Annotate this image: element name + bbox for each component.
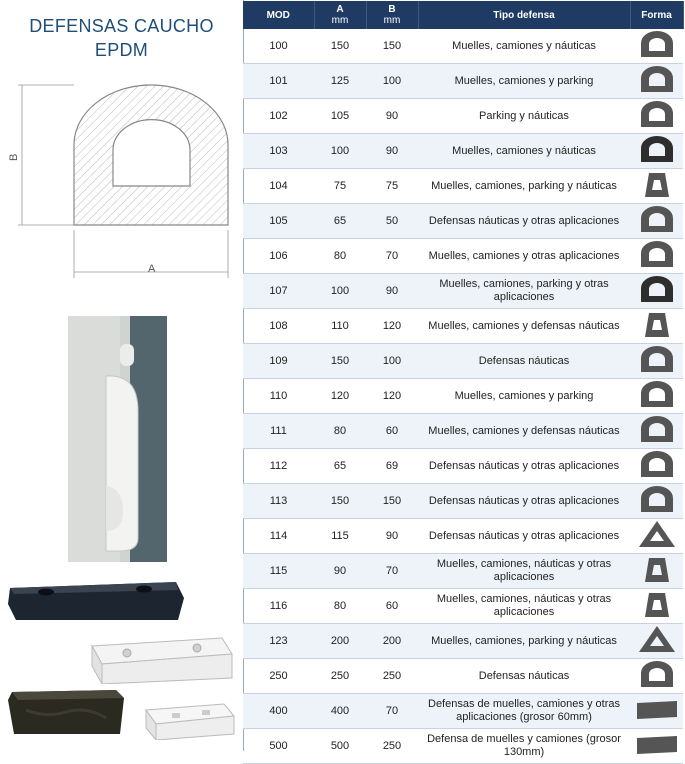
table-row (243, 204, 683, 239)
table-row (243, 344, 683, 379)
cell-tipo: Muelles, camiones, parking y náuticas (418, 169, 630, 204)
cell-tipo: Defensas náuticas y otras aplicaciones (418, 519, 630, 554)
cell-forma (630, 274, 683, 309)
cell-tipo: Muelles, camiones, náuticas y otras aplicaciones (418, 589, 630, 624)
block-icon (635, 694, 679, 724)
cell-tipo: Defensas náuticas y otras aplicaciones (418, 484, 630, 519)
table-row (243, 519, 683, 554)
profile-drawing (8, 80, 238, 280)
cell-tipo: Muelles, camiones y defensas náuticas (418, 309, 630, 344)
table-row (243, 484, 683, 519)
cell-tipo: Muelles, camiones y defensas náuticas (418, 414, 630, 449)
cell-mod: 102 (243, 99, 314, 134)
cell-a: 80 (314, 589, 366, 624)
cell-tipo: Muelles, camiones, náuticas y otras aplicaciones (418, 554, 630, 589)
large-block-fender-drawing (140, 700, 238, 740)
cell-a: 65 (314, 204, 366, 239)
cell-mod: 106 (243, 239, 314, 274)
trapezoid-icon (635, 169, 679, 199)
cell-forma (630, 624, 683, 659)
d-shape-icon (635, 484, 679, 514)
d-shape-icon (635, 64, 679, 94)
cell-mod: 107 (243, 274, 314, 309)
cell-forma (630, 449, 683, 484)
table-row (243, 29, 683, 64)
cell-mod: 250 (243, 659, 314, 694)
d-shape-icon (635, 204, 679, 234)
page-title (0, 14, 243, 62)
block-icon (635, 729, 679, 759)
table-row (243, 694, 683, 729)
cell-mod: 400 (243, 694, 314, 729)
cell-b: 100 (366, 64, 418, 99)
header-tipo: Tipo defensa (418, 1, 630, 29)
cell-b: 60 (366, 414, 418, 449)
table-row (243, 589, 683, 624)
d-shape-icon (635, 274, 679, 304)
cell-mod: 101 (243, 64, 314, 99)
label-a: A (148, 263, 156, 275)
cell-forma (630, 204, 683, 239)
cell-tipo: Defensas de muelles, camiones y otras aplicaciones (grosor 60mm) (418, 694, 630, 729)
table-row (243, 239, 683, 274)
d-shape-icon (635, 134, 679, 164)
cell-a: 120 (314, 379, 366, 414)
cell-a: 125 (314, 64, 366, 99)
cell-b: 69 (366, 449, 418, 484)
header-forma: Forma (630, 1, 683, 29)
cell-tipo: Muelles, camiones y parking (418, 379, 630, 414)
table-row (243, 64, 683, 99)
d-shape-icon (635, 379, 679, 409)
header-b-unit: mm (383, 15, 401, 26)
triangle-icon (635, 519, 679, 549)
table-row (243, 274, 683, 309)
cell-a: 400 (314, 694, 366, 729)
black-block-fender-photo (6, 580, 184, 622)
cell-tipo: Defensas náuticas (418, 659, 630, 694)
cell-mod: 113 (243, 484, 314, 519)
cell-a: 65 (314, 449, 366, 484)
cell-mod: 105 (243, 204, 314, 239)
cell-b: 70 (366, 239, 418, 274)
cell-forma (630, 169, 683, 204)
table-row (243, 554, 683, 589)
cell-tipo: Defensa de muelles y camiones (grosor 130mm) (418, 729, 630, 764)
table-row (243, 729, 683, 764)
cell-b: 60 (366, 589, 418, 624)
table-row (243, 309, 683, 344)
table-row (243, 379, 683, 414)
d-shape-icon (635, 239, 679, 269)
cell-mod: 100 (243, 29, 314, 64)
header-b (366, 1, 418, 29)
cell-b: 120 (366, 309, 418, 344)
triangle-icon (635, 624, 679, 654)
d-shape-icon (635, 29, 679, 59)
cell-a: 250 (314, 659, 366, 694)
cell-forma (630, 29, 683, 64)
cell-b: 70 (366, 694, 418, 729)
cell-b: 50 (366, 204, 418, 239)
cell-mod: 114 (243, 519, 314, 554)
label-b: B (8, 153, 20, 161)
cell-forma (630, 64, 683, 99)
cell-mod: 104 (243, 169, 314, 204)
cell-forma (630, 414, 683, 449)
d-shape-icon (635, 449, 679, 479)
cell-mod: 500 (243, 729, 314, 764)
cell-forma (630, 659, 683, 694)
cell-b: 250 (366, 729, 418, 764)
cell-tipo: Muelles, camiones y náuticas (418, 134, 630, 169)
cell-forma (630, 554, 683, 589)
trapezoid-icon (635, 309, 679, 339)
cell-a: 80 (314, 414, 366, 449)
cell-b: 90 (366, 519, 418, 554)
cell-tipo: Muelles, camiones y otras aplicaciones (418, 239, 630, 274)
table-row (243, 449, 683, 484)
cell-a: 100 (314, 274, 366, 309)
d-shape-icon (635, 99, 679, 129)
table-row (243, 414, 683, 449)
cell-forma (630, 484, 683, 519)
d-shape-icon (635, 414, 679, 444)
cell-a: 150 (314, 29, 366, 64)
cell-b: 200 (366, 624, 418, 659)
cell-mod: 116 (243, 589, 314, 624)
cell-mod: 112 (243, 449, 314, 484)
cell-a: 75 (314, 169, 366, 204)
large-block-fender-photo (6, 688, 126, 736)
cell-a: 110 (314, 309, 366, 344)
cell-b: 90 (366, 99, 418, 134)
cell-forma (630, 519, 683, 554)
cell-tipo: Muelles, camiones y náuticas (418, 29, 630, 64)
cell-b: 75 (366, 169, 418, 204)
cell-tipo: Muelles, camiones, parking y otras aplicaciones (418, 274, 630, 309)
cell-mod: 103 (243, 134, 314, 169)
left-panel (0, 0, 244, 751)
table-row (243, 169, 683, 204)
trapezoid-icon (635, 554, 679, 584)
cell-tipo: Parking y náuticas (418, 99, 630, 134)
cell-mod: 108 (243, 309, 314, 344)
cell-b: 100 (366, 344, 418, 379)
trapezoid-icon (635, 589, 679, 619)
cell-forma (630, 589, 683, 624)
cell-forma (630, 134, 683, 169)
cell-mod: 111 (243, 414, 314, 449)
cell-forma (630, 99, 683, 134)
cell-a: 150 (314, 484, 366, 519)
d-shape-icon (635, 344, 679, 374)
cell-mod: 109 (243, 344, 314, 379)
cell-a: 500 (314, 729, 366, 764)
cell-tipo: Defensas náuticas y otras aplicaciones (418, 204, 630, 239)
cell-tipo: Defensas náuticas (418, 344, 630, 379)
block-fender-drawing (82, 634, 240, 684)
fender-table (243, 1, 684, 764)
cell-forma (630, 379, 683, 414)
cell-a: 200 (314, 624, 366, 659)
table-row (243, 134, 683, 169)
table-header-row (243, 1, 683, 29)
header-a (314, 1, 366, 29)
dock-fender-photo (68, 316, 167, 562)
cell-tipo: Muelles, camiones, parking y náuticas (418, 624, 630, 659)
header-mod: MOD (243, 1, 314, 29)
cell-a: 115 (314, 519, 366, 554)
cell-mod: 110 (243, 379, 314, 414)
cell-a: 80 (314, 239, 366, 274)
cell-mod: 123 (243, 624, 314, 659)
header-b-label: B (388, 4, 396, 15)
cell-a: 90 (314, 554, 366, 589)
cell-a: 150 (314, 344, 366, 379)
header-a-label: A (336, 4, 344, 15)
table-row (243, 99, 683, 134)
cell-forma (630, 694, 683, 729)
table-row (243, 659, 683, 694)
cell-b: 90 (366, 274, 418, 309)
cell-mod: 115 (243, 554, 314, 589)
cell-b: 90 (366, 134, 418, 169)
cell-b: 150 (366, 29, 418, 64)
d-shape-icon (635, 659, 679, 689)
cell-a: 100 (314, 134, 366, 169)
cell-tipo: Defensas náuticas y otras aplicaciones (418, 449, 630, 484)
cell-b: 150 (366, 484, 418, 519)
cell-forma (630, 309, 683, 344)
cell-b: 70 (366, 554, 418, 589)
title-line-2: EPDM (94, 40, 149, 60)
title-line-1: DEFENSAS CAUCHO (29, 16, 214, 36)
cell-b: 120 (366, 379, 418, 414)
header-a-unit: mm (331, 15, 349, 26)
cell-b: 250 (366, 659, 418, 694)
cell-tipo: Muelles, camiones y parking (418, 64, 630, 99)
cell-forma (630, 729, 683, 764)
cell-a: 105 (314, 99, 366, 134)
cell-forma (630, 239, 683, 274)
table-row (243, 624, 683, 659)
cell-forma (630, 344, 683, 379)
